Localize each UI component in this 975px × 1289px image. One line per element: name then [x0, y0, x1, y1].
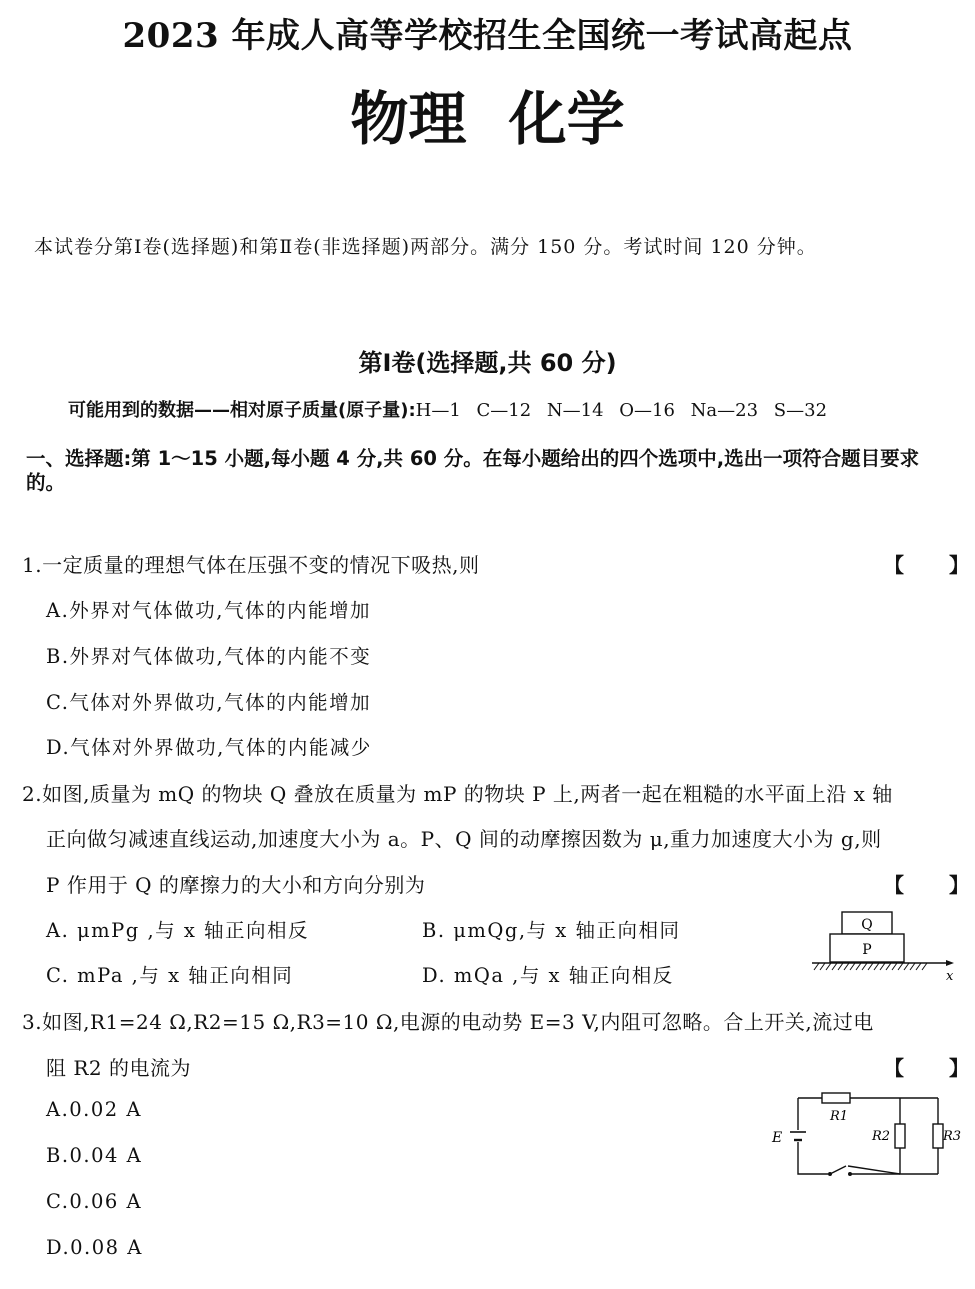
ground-hatch	[814, 963, 927, 970]
q2-option-c: C. mPa ,与 x 轴正向相同	[46, 964, 294, 987]
q3-stem-line2: 阻 R2 的电流为	[46, 1056, 191, 1080]
x-axis-arrow	[946, 960, 954, 966]
subject-title: 物理 化学	[350, 85, 625, 153]
q1-option-a: A.外界对气体做功,气体的内能增加	[46, 599, 371, 622]
q1-option-d: D.气体对外界做功,气体的内能减少	[46, 736, 372, 759]
atomic-mass-values: H—1 C—12 N—14 O—16 Na—23 S—32	[415, 400, 828, 421]
atomic-mass-label: 可能用到的数据——相对原子质量(原子量):	[68, 400, 416, 421]
q2-stem-line2: 正向做匀减速直线运动,加速度大小为 a。P、Q 间的动摩擦因数为 μ,重力加速度大小为 g,则	[46, 827, 882, 851]
r2-label: R2	[872, 1129, 891, 1144]
q3-option-b: B.0.04 A	[46, 1144, 143, 1167]
q3-stem-line1: 3.如图,R1=24 Ω,R2=15 Ω,R3=10 Ω,电源的电动势 E=3 V,内阻可忽略。合上开关,流过电	[22, 1010, 874, 1034]
q2-option-a: A. μmPg ,与 x 轴正向相反	[46, 919, 310, 942]
resistor-r2	[895, 1124, 905, 1148]
q3-option-d: D.0.08 A	[46, 1236, 143, 1259]
atomic-mass-line	[68, 396, 827, 422]
q3-circuit-figure	[766, 1088, 962, 1180]
q2-option-b: B. μmQg,与 x 轴正向相同	[422, 919, 681, 942]
r3-label: R3	[943, 1129, 962, 1144]
section-heading: 一、选择题:第 1～15 小题,每小题 4 分,共 60 分。在每小题给出的四个选项中,选出一项符合题目要求的。	[26, 447, 920, 494]
volume-title: 第Ⅰ卷(选择题,共 60 分)	[358, 349, 617, 377]
switch-lever	[830, 1166, 846, 1174]
exam-intro: 本试卷分第Ⅰ卷(选择题)和第Ⅱ卷(非选择题)两部分。满分 150 分。考试时间 120 分钟。	[34, 236, 817, 258]
q2-option-d: D. mQa ,与 x 轴正向相反	[422, 964, 674, 987]
q3-answer-bracket: 【 】	[884, 1056, 969, 1080]
q2-stem-line3: P 作用于 Q 的摩擦力的大小和方向分别为	[46, 873, 426, 897]
q2-answer-bracket: 【 】	[884, 873, 969, 897]
q3-option-c: C.0.06 A	[46, 1190, 143, 1213]
q2-stem-line1: 2.如图,质量为 mQ 的物块 Q 叠放在质量为 mP 的物块 P 上,两者一起在粗糙的水平面上沿 x 轴	[22, 782, 893, 806]
resistor-r3	[933, 1124, 943, 1148]
block-q-label: Q	[861, 917, 873, 933]
emf-label: E	[772, 1130, 783, 1146]
q2-blocks-figure	[808, 906, 958, 984]
q3-option-a: A.0.02 A	[46, 1098, 142, 1121]
block-p-label: P	[862, 942, 872, 958]
q1-option-c: C.气体对外界做功,气体的内能增加	[46, 691, 372, 714]
x-axis-label: x	[946, 969, 954, 984]
circuit-wires	[798, 1098, 938, 1174]
q1-answer-bracket: 【 】	[884, 553, 969, 577]
q1-stem: 1.一定质量的理想气体在压强不变的情况下吸热,则	[22, 553, 480, 577]
r1-label: R1	[830, 1109, 849, 1124]
resistor-r1	[822, 1093, 850, 1103]
exam-title: 2023 年成人高等学校招生全国统一考试高起点	[122, 16, 853, 56]
q1-option-b: B.外界对气体做功,气体的内能不变	[46, 645, 372, 668]
